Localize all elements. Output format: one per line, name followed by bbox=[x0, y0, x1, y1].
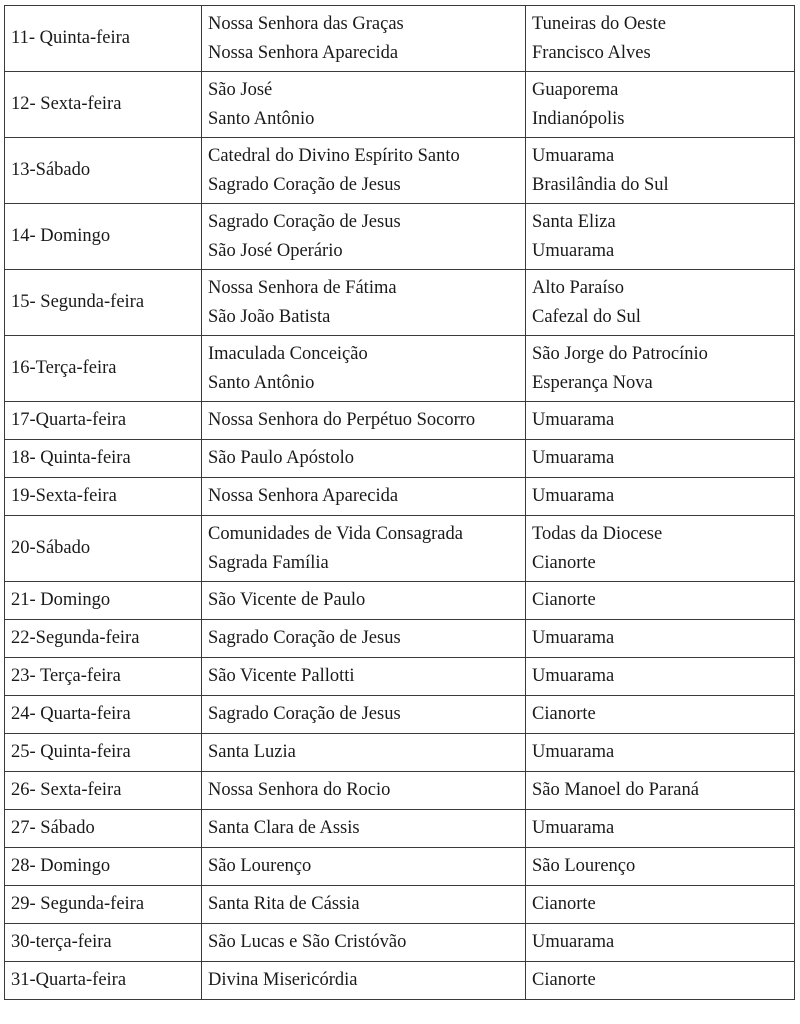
city-name: Alto Paraíso bbox=[532, 277, 624, 298]
city-cell: Umuarama bbox=[526, 440, 795, 478]
city-name: Guaporema bbox=[532, 79, 619, 100]
day-cell: 21- Domingo bbox=[5, 582, 202, 620]
day-cell: 29- Segunda-feira bbox=[5, 886, 202, 924]
city-cell bbox=[526, 336, 795, 402]
city-name: São Jorge do Patrocínio bbox=[532, 343, 708, 364]
table-row bbox=[5, 6, 795, 72]
table-row bbox=[5, 72, 795, 138]
city-cell: Umuarama bbox=[526, 810, 795, 848]
city-cell bbox=[526, 6, 795, 72]
city-cell bbox=[526, 72, 795, 138]
parish-name: Catedral do Divino Espírito Santo bbox=[208, 145, 460, 166]
schedule-table bbox=[4, 5, 795, 1000]
day-cell: 31-Quarta-feira bbox=[5, 962, 202, 1000]
parish-name: Sagrado Coração de Jesus bbox=[208, 211, 401, 232]
city-name: Umuarama bbox=[532, 145, 615, 166]
parish-cell: Santa Clara de Assis bbox=[202, 810, 526, 848]
parish-name: Sagrado Coração de Jesus bbox=[208, 174, 401, 195]
city-name: Tuneiras do Oeste bbox=[532, 13, 666, 34]
parish-cell bbox=[202, 516, 526, 582]
city-cell bbox=[526, 138, 795, 204]
parish-name: Sagrada Família bbox=[208, 552, 329, 573]
table-row bbox=[5, 848, 795, 886]
day-cell: 14- Domingo bbox=[5, 204, 202, 270]
city-cell bbox=[526, 516, 795, 582]
city-name: Indianópolis bbox=[532, 108, 625, 129]
parish-cell: Divina Misericórdia bbox=[202, 962, 526, 1000]
city-name: Brasilândia do Sul bbox=[532, 174, 669, 195]
parish-name: Santo Antônio bbox=[208, 108, 315, 129]
parish-cell: São Lourenço bbox=[202, 848, 526, 886]
parish-name: São José Operário bbox=[208, 240, 343, 261]
parish-name: Nossa Senhora das Graças bbox=[208, 13, 404, 34]
city-cell: Umuarama bbox=[526, 478, 795, 516]
city-cell bbox=[526, 270, 795, 336]
table-row bbox=[5, 962, 795, 1000]
table-row bbox=[5, 886, 795, 924]
parish-cell: Sagrado Coração de Jesus bbox=[202, 696, 526, 734]
table-row bbox=[5, 810, 795, 848]
day-cell: 13-Sábado bbox=[5, 138, 202, 204]
city-cell: Umuarama bbox=[526, 658, 795, 696]
table-row bbox=[5, 138, 795, 204]
table-row bbox=[5, 402, 795, 440]
table-row bbox=[5, 478, 795, 516]
parish-cell: Nossa Senhora Aparecida bbox=[202, 478, 526, 516]
day-cell: 25- Quinta-feira bbox=[5, 734, 202, 772]
city-name: Cafezal do Sul bbox=[532, 306, 641, 327]
parish-cell: São Vicente Pallotti bbox=[202, 658, 526, 696]
parish-cell bbox=[202, 138, 526, 204]
city-name: Francisco Alves bbox=[532, 42, 651, 63]
day-cell: 22-Segunda-feira bbox=[5, 620, 202, 658]
city-cell: Umuarama bbox=[526, 924, 795, 962]
parish-cell: Santa Rita de Cássia bbox=[202, 886, 526, 924]
parish-name: Comunidades de Vida Consagrada bbox=[208, 523, 463, 544]
table-row bbox=[5, 440, 795, 478]
table-row bbox=[5, 924, 795, 962]
day-cell: 18- Quinta-feira bbox=[5, 440, 202, 478]
parish-cell: São Paulo Apóstolo bbox=[202, 440, 526, 478]
city-cell: Umuarama bbox=[526, 734, 795, 772]
day-cell: 23- Terça-feira bbox=[5, 658, 202, 696]
city-cell: Cianorte bbox=[526, 962, 795, 1000]
parish-name: Imaculada Conceição bbox=[208, 343, 368, 364]
city-name: Umuarama bbox=[532, 240, 615, 261]
city-cell bbox=[526, 204, 795, 270]
city-cell: Cianorte bbox=[526, 582, 795, 620]
table-row bbox=[5, 582, 795, 620]
parish-cell: São Vicente de Paulo bbox=[202, 582, 526, 620]
day-cell: 28- Domingo bbox=[5, 848, 202, 886]
city-cell: Umuarama bbox=[526, 620, 795, 658]
city-name: Cianorte bbox=[532, 552, 596, 573]
table-row bbox=[5, 336, 795, 402]
table-row bbox=[5, 204, 795, 270]
day-cell: 20-Sábado bbox=[5, 516, 202, 582]
city-cell: Cianorte bbox=[526, 696, 795, 734]
parish-cell: São Lucas e São Cristóvão bbox=[202, 924, 526, 962]
parish-cell: Nossa Senhora do Perpétuo Socorro bbox=[202, 402, 526, 440]
parish-name: Santo Antônio bbox=[208, 372, 315, 393]
parish-cell: Nossa Senhora do Rocio bbox=[202, 772, 526, 810]
day-cell: 27- Sábado bbox=[5, 810, 202, 848]
city-cell: São Manoel do Paraná bbox=[526, 772, 795, 810]
city-cell: Umuarama bbox=[526, 402, 795, 440]
table-row bbox=[5, 696, 795, 734]
city-name: Todas da Diocese bbox=[532, 523, 663, 544]
parish-name: São João Batista bbox=[208, 306, 331, 327]
day-cell: 17-Quarta-feira bbox=[5, 402, 202, 440]
parish-cell bbox=[202, 6, 526, 72]
day-cell: 24- Quarta-feira bbox=[5, 696, 202, 734]
parish-name: Nossa Senhora Aparecida bbox=[208, 42, 399, 63]
table-row bbox=[5, 270, 795, 336]
parish-cell: Sagrado Coração de Jesus bbox=[202, 620, 526, 658]
city-name: Esperança Nova bbox=[532, 372, 653, 393]
table-row bbox=[5, 772, 795, 810]
day-cell: 11- Quinta-feira bbox=[5, 6, 202, 72]
parish-cell: Santa Luzia bbox=[202, 734, 526, 772]
parish-name: São José bbox=[208, 79, 273, 100]
table-row bbox=[5, 620, 795, 658]
day-cell: 16-Terça-feira bbox=[5, 336, 202, 402]
parish-cell bbox=[202, 336, 526, 402]
table-row bbox=[5, 516, 795, 582]
parish-cell bbox=[202, 270, 526, 336]
parish-cell bbox=[202, 72, 526, 138]
table-row bbox=[5, 658, 795, 696]
day-cell: 19-Sexta-feira bbox=[5, 478, 202, 516]
city-cell: São Lourenço bbox=[526, 848, 795, 886]
day-cell: 15- Segunda-feira bbox=[5, 270, 202, 336]
day-cell: 30-terça-feira bbox=[5, 924, 202, 962]
day-cell: 12- Sexta-feira bbox=[5, 72, 202, 138]
table-row bbox=[5, 734, 795, 772]
day-cell: 26- Sexta-feira bbox=[5, 772, 202, 810]
parish-name: Nossa Senhora de Fátima bbox=[208, 277, 397, 298]
parish-cell bbox=[202, 204, 526, 270]
city-cell: Cianorte bbox=[526, 886, 795, 924]
city-name: Santa Eliza bbox=[532, 211, 616, 232]
